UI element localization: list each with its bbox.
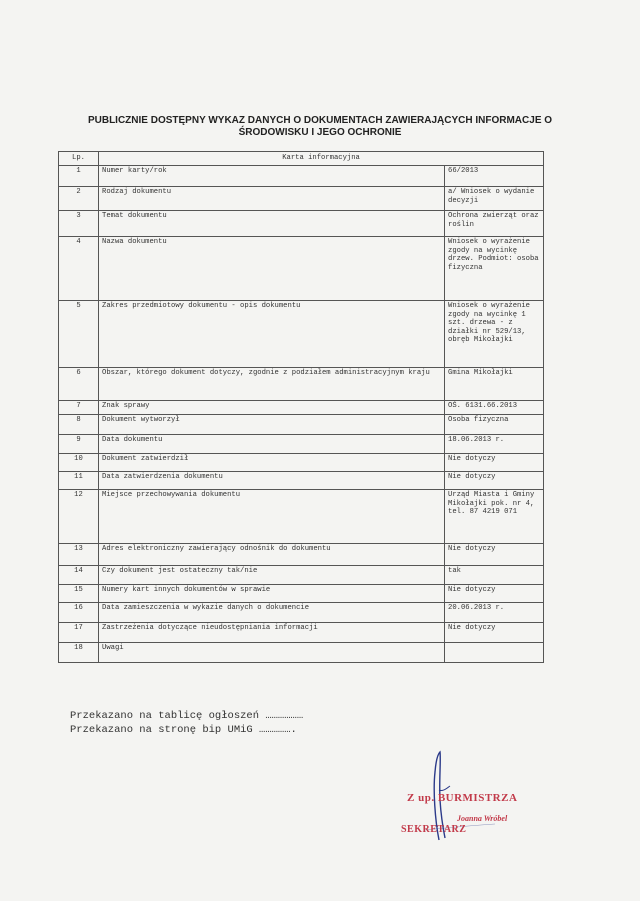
row-number: 13 (59, 544, 99, 566)
stamp-line-2: Joanna Wróbel (457, 814, 508, 823)
table-row (59, 472, 544, 490)
transfer-notes (70, 709, 303, 737)
table-row (59, 454, 544, 472)
row-number: 1 (59, 166, 99, 187)
row-value (445, 643, 544, 663)
row-number: 3 (59, 211, 99, 237)
header-lp: Lp. (59, 152, 99, 166)
table-row (59, 301, 544, 368)
row-label: Rodzaj dokumentu (99, 187, 445, 211)
row-number: 18 (59, 643, 99, 663)
row-value: Gmina Mikołajki (445, 368, 544, 401)
table-row (59, 490, 544, 544)
row-number: 12 (59, 490, 99, 544)
row-number: 10 (59, 454, 99, 472)
row-label: Data dokumentu (99, 435, 445, 454)
row-number: 17 (59, 623, 99, 643)
table-row (59, 401, 544, 415)
table-row (59, 187, 544, 211)
row-value: Nie dotyczy (445, 585, 544, 603)
row-value: 18.06.2013 r. (445, 435, 544, 454)
row-number: 14 (59, 566, 99, 585)
information-card-table (58, 151, 544, 663)
row-label: Dokument zatwierdził (99, 454, 445, 472)
header-card: Karta informacyjna (99, 152, 544, 166)
transfer-notice-board: Przekazano na tablicę ogłoszeń ……………… (70, 710, 304, 722)
row-number: 9 (59, 435, 99, 454)
table-header-row (59, 152, 544, 166)
row-value: Ochrona zwierząt oraz roślin (445, 211, 544, 237)
stamp-line-1: Z up. BURMISTRZA (407, 792, 518, 804)
row-label: Miejsce przechowywania dokumentu (99, 490, 445, 544)
row-value: 66/2013 (445, 166, 544, 187)
row-label: Temat dokumentu (99, 211, 445, 237)
row-label: Adres elektroniczny zawierający odnośnik do dokumentu (99, 544, 445, 566)
row-number: 16 (59, 603, 99, 623)
table-row (59, 643, 544, 663)
table-row (59, 415, 544, 435)
row-number: 2 (59, 187, 99, 211)
table-row (59, 211, 544, 237)
row-label: Czy dokument jest ostateczny tak/nie (99, 566, 445, 585)
row-label: Nazwa dokumentu (99, 237, 445, 301)
row-value: Nie dotyczy (445, 472, 544, 490)
table-row (59, 603, 544, 623)
row-number: 11 (59, 472, 99, 490)
row-number: 8 (59, 415, 99, 435)
row-label: Znak sprawy (99, 401, 445, 415)
signature-stamp (395, 750, 535, 845)
row-number: 5 (59, 301, 99, 368)
row-value: Wniosek o wyrażenie zgody na wycinkę 1 szt. drzewa - z działki nr 529/13, obręb Mikołajki (445, 301, 544, 368)
row-value: Osoba fizyczna (445, 415, 544, 435)
table-row (59, 585, 544, 603)
row-value: a/ Wniosek o wydanie decyzji (445, 187, 544, 211)
row-label: Numery kart innych dokumentów w sprawie (99, 585, 445, 603)
stamp-line-3: SEKRETARZ (401, 824, 467, 835)
row-label: Obszar, którego dokument dotyczy, zgodnie z podziałem administracyjnym kraju (99, 368, 445, 401)
table-row (59, 368, 544, 401)
row-value: Nie dotyczy (445, 544, 544, 566)
row-label: Data zatwierdzenia dokumentu (99, 472, 445, 490)
row-value: OŚ. 6131.66.2013 (445, 401, 544, 415)
row-value: Urząd Miasta i Gminy Mikołajki pok. nr 4, tel. 87 4219 071 (445, 490, 544, 544)
table-row (59, 566, 544, 585)
row-value: Nie dotyczy (445, 623, 544, 643)
row-number: 6 (59, 368, 99, 401)
row-label: Numer karty/rok (99, 166, 445, 187)
row-value: tak (445, 566, 544, 585)
document-title: PUBLICZNIE DOSTĘPNY WYKAZ DANYCH O DOKUMENTACH ZAWIERAJĄCYCH INFORMACJE O ŚRODOWISKU I JEGO OCHRONIE (87, 115, 553, 138)
transfer-bip: Przekazano na stronę bip UMiG ……………. (70, 724, 297, 736)
table-row (59, 435, 544, 454)
row-value: Nie dotyczy (445, 454, 544, 472)
row-value: 20.06.2013 r. (445, 603, 544, 623)
row-number: 7 (59, 401, 99, 415)
row-label: Zastrzeżenia dotyczące nieudostępniania informacji (99, 623, 445, 643)
row-label: Zakres przedmiotowy dokumentu - opis dokumentu (99, 301, 445, 368)
table-row (59, 237, 544, 301)
row-label: Uwagi (99, 643, 445, 663)
row-label: Dokument wytworzył (99, 415, 445, 435)
row-label: Data zamieszczenia w wykazie danych o dokumencie (99, 603, 445, 623)
row-value: Wniosek o wyrażenie zgody na wycinkę drzew. Podmiot: osoba fizyczna (445, 237, 544, 301)
table-row (59, 623, 544, 643)
row-number: 4 (59, 237, 99, 301)
row-number: 15 (59, 585, 99, 603)
table-row (59, 166, 544, 187)
table-row (59, 544, 544, 566)
